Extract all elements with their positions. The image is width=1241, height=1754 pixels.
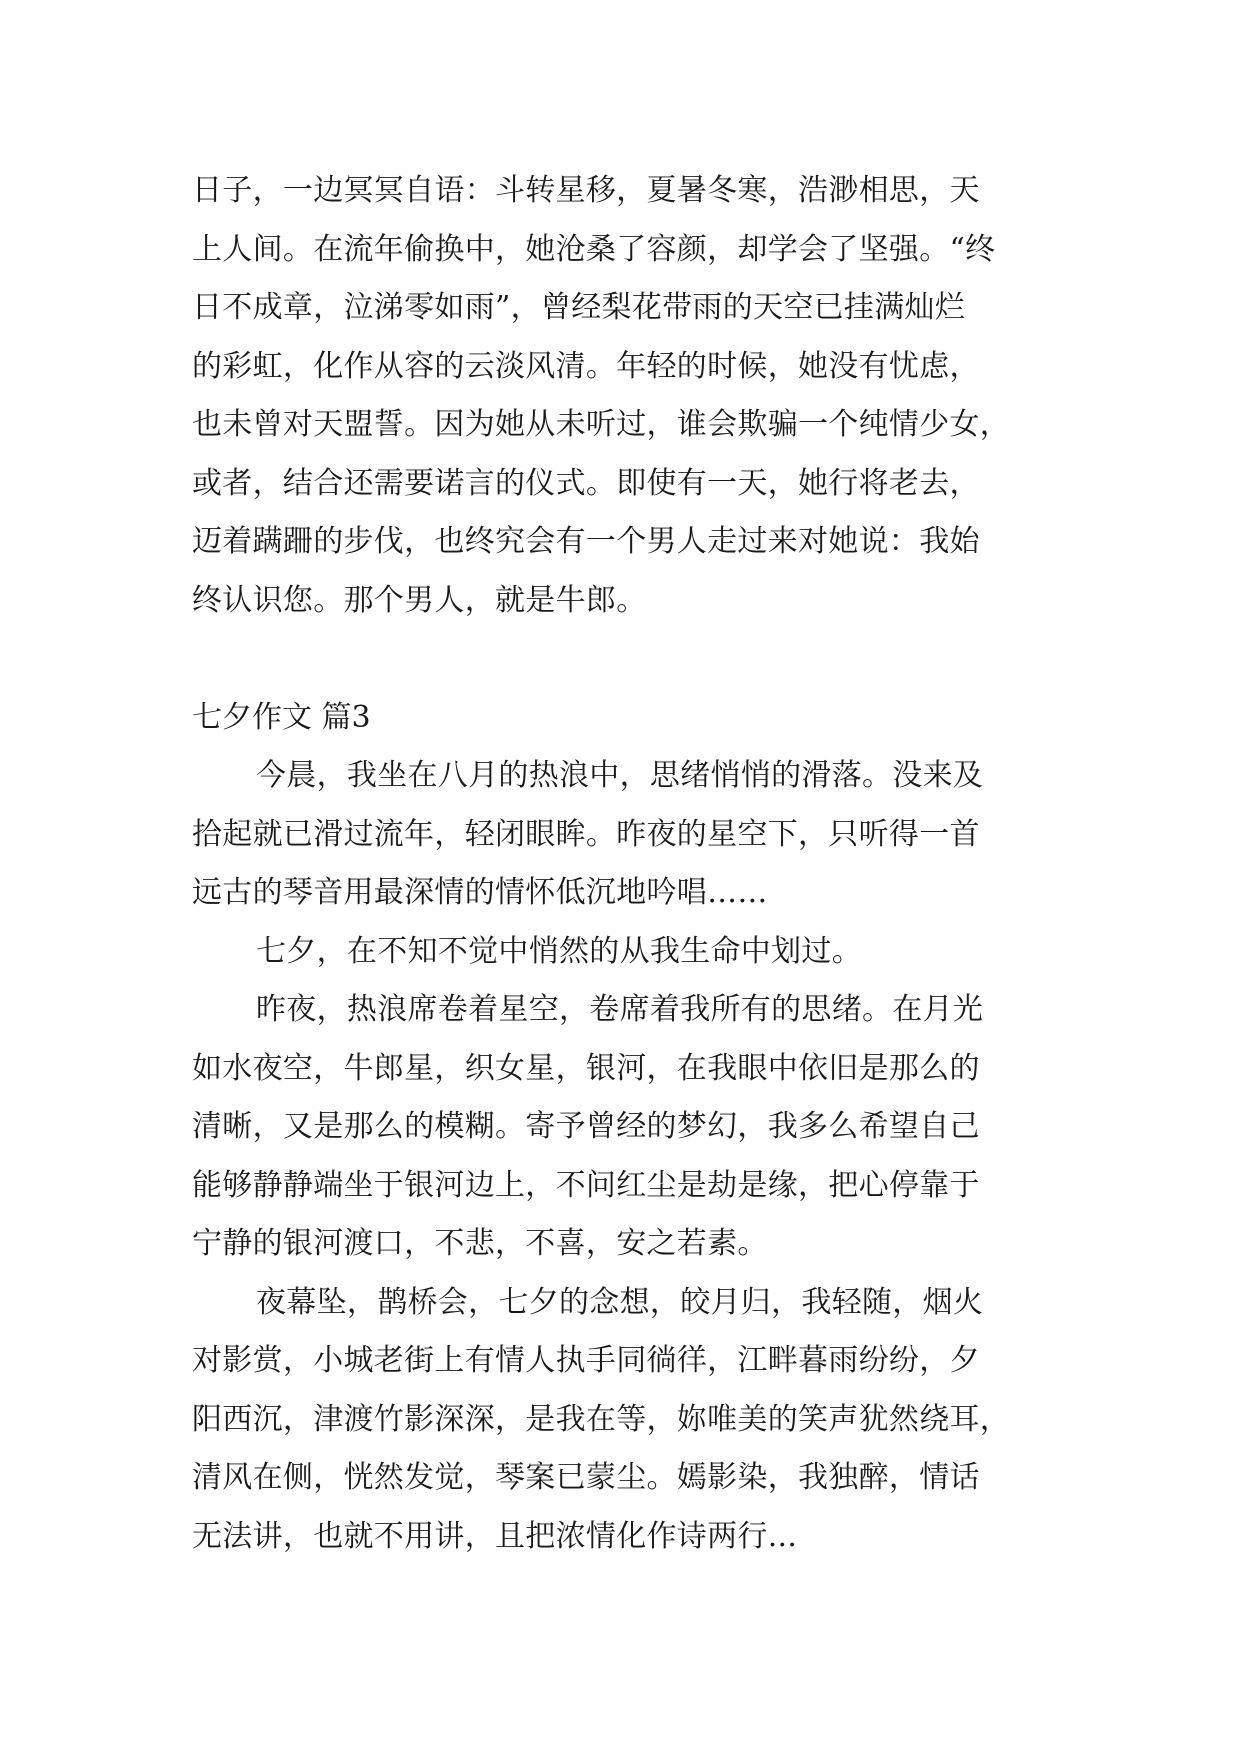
section-title: 七夕作文 篇3 — [192, 700, 371, 735]
text-line: 阳西沉，津渡竹影深深，是我在等，妳唯美的笑声犹然绕耳， — [192, 1401, 1011, 1437]
text-line: 或者，结合还需要诺言的仪式。即使有一天，她行将老去， — [192, 465, 980, 501]
text-line: 如水夜空，牛郎星，织女星，银河，在我眼中依旧是那么的 — [192, 1050, 980, 1086]
paragraph-first-line: 昨夜，热浪席卷着星空，卷席着我所有的思绪。在月光 — [256, 992, 984, 1027]
text-line: 拾起就已滑过流年，轻闭眼眸。昨夜的星空下，只听得一首 — [192, 816, 980, 852]
continuation-paragraph — [192, 162, 1062, 630]
text-line: 日子，一边冥冥自语：斗转星移，夏暑冬寒，浩渺相思，天 — [192, 173, 980, 208]
paragraph-first-line: 七夕，在不知不觉中悄然的从我生命中划过。 — [256, 933, 862, 969]
text-line: 宁静的银河渡口，不悲，不喜，安之若素。 — [192, 1226, 768, 1261]
text-line: 能够静静端坐于银河边上，不问红尘是劫是缘，把心停靠于 — [192, 1167, 980, 1203]
text-line: 日不成章，泣涕零如雨”，曾经梨花带雨的天空已挂满灿烂 — [192, 290, 966, 325]
paragraph-first-line: 夜幕坠，鹊桥会，七夕的念想，皎月归，我轻随，烟火 — [256, 1284, 984, 1320]
text-line: 终认识您。那个男人，就是牛郎。 — [192, 582, 647, 618]
text-line: 上人间。在流年偷换中，她沧桑了容颜，却学会了坚强。“终 — [192, 231, 996, 267]
text-line: 也未曾对天盟誓。因为她从未听过，谁会欺骗一个纯情少女， — [192, 407, 1011, 442]
text-line: 迈着蹒跚的步伐，也终究会有一个男人走过来对她说：我始 — [192, 524, 980, 559]
paragraph-first-line: 今晨，我坐在八月的热浪中，思绪悄悄的滑落。没来及 — [256, 758, 984, 793]
text-line: 无法讲，也就不用讲，且把浓情化作诗两行... — [192, 1518, 798, 1554]
text-line: 清晰，又是那么的模糊。寄予曾经的梦幻，我多么希望自己 — [192, 1109, 980, 1144]
text-line: 对影赏，小城老街上有情人执手同徜徉，江畔暮雨纷纷，夕 — [192, 1343, 980, 1378]
text-line: 清风在侧，恍然发觉，琴案已蒙尘。嫣影染，我独醉，情话 — [192, 1460, 980, 1495]
body-text — [192, 747, 1062, 1566]
text-line: 的彩虹，化作从容的云淡风清。年轻的时候，她没有忧虑， — [192, 348, 980, 384]
text-line: 远古的琴音用最深情的情怀低沉地吟唱…… — [192, 875, 768, 910]
